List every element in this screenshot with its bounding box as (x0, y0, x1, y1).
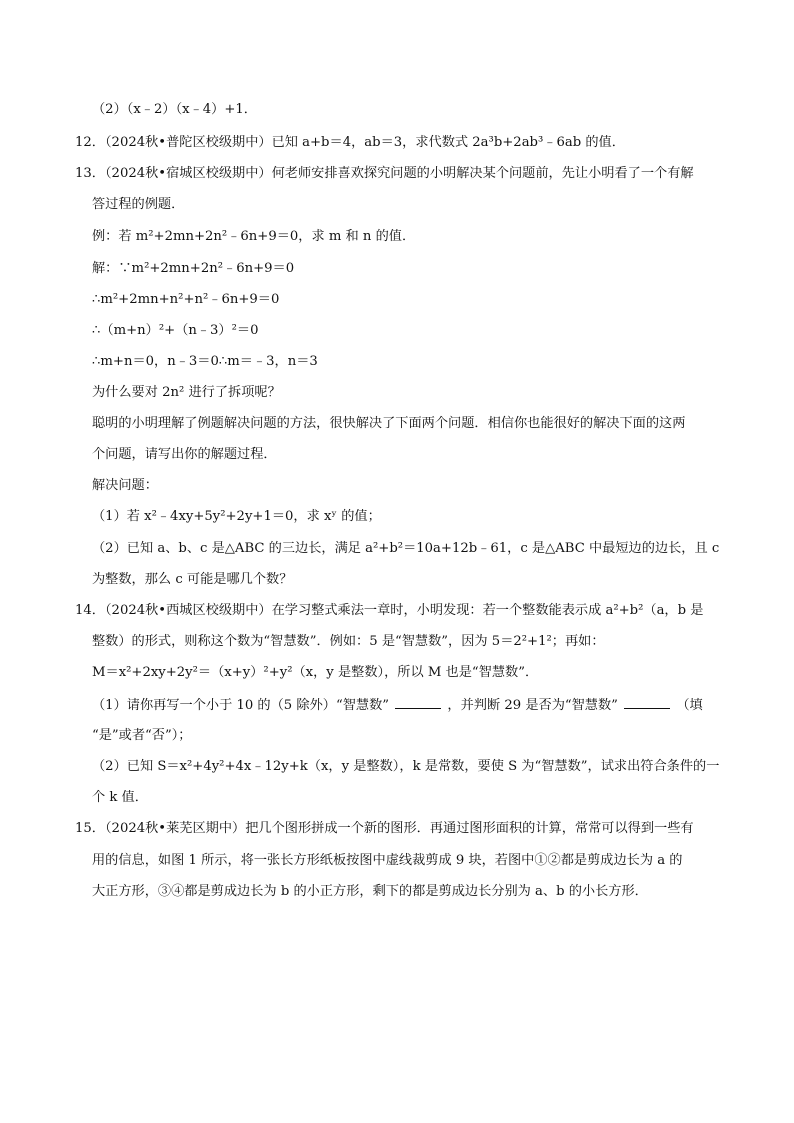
q13-part1: （1）若 x²﹣4xy+5y²+2y+1＝0，求 xʸ 的值； (92, 509, 381, 524)
q14-text-line2: 整数）的形式，则称这个数为“智慧数”．例如：5 是“智慧数”，因为 5＝2²+1²；再如： (92, 634, 605, 649)
q13-solution-step4: ∴m+n＝0，n﹣3＝0∴m＝﹣3，n＝3 (92, 354, 318, 369)
q13-solution-step3: ∴（m+n）²+（n﹣3）²＝0 (92, 323, 259, 338)
q14-part2-line1: （2）已知 S＝x²+4y²+4x﹣12y+k（x，y 是整数），k 是常数，要使 S 为“智慧数”，试求出符合条件的一 (92, 759, 720, 774)
q14-part1-line2: “是”或者“否”）； (92, 728, 192, 743)
q15-text-line2: 用的信息，如图 1 所示，将一张长方形纸板按图中虚线裁剪成 9 块，若图中①②都是剪成边长为 a 的 (92, 853, 683, 868)
q13-solution-step2: ∴m²+2mn+n²+n²﹣6n+9＝0 (92, 292, 280, 307)
q12-text: 12．（2024秋•普陀区校级期中）已知 a+b＝4，ab＝3，求代数式 2a³b+2ab³﹣6ab 的值． (75, 135, 625, 150)
q14-text-line3: M＝x²+2xy+2y²＝（x+y）²+y²（x，y 是整数），所以 M 也是“智慧数”． (92, 665, 539, 680)
q15-text-line1: 15．（2024秋•莱芜区期中）把几个图形拼成一个新的图形．再通过图形面积的计算，常常可以得到一些有 (75, 821, 694, 836)
q13-solution-step1: 解：∵m²+2mn+2n²﹣6n+9＝0 (92, 261, 295, 276)
q13-solve-heading: 解决问题： (92, 478, 158, 493)
q15-text-line3: 大正方形，③④都是剪成边长为 b 的小正方形，剩下的都是剪成边长分别为 a、b 的小长方形． (92, 884, 648, 899)
q14-part2-line2: 个 k 值． (92, 790, 148, 805)
q13-part2-line1: （2）已知 a、b、c 是△ABC 的三边长，满足 a²+b²＝10a+12b﹣61，c 是△ABC 中最短边的边长，且 c (92, 541, 720, 556)
q11-part2-text: （2）（x﹣2）（x﹣4）+1． (92, 102, 257, 117)
q13-text-line1: 13．（2024秋•宿城区校级期中）何老师安排喜欢探究问题的小明解决某个问题前，先让小明看了一个有解 (75, 166, 694, 181)
q13-paragraph-line1: 聪明的小明理解了例题解决问题的方法，很快解决了下面两个问题．相信你也能很好的解决下面的这两 (92, 416, 686, 431)
q13-paragraph-line2: 个问题，请写出你的解题过程． (92, 447, 277, 462)
q13-part2-line2: 为整数，那么 c 可能是哪几个数？ (92, 572, 293, 587)
q13-text-line2: 答过程的例题． (92, 197, 185, 212)
q13-example: 例：若 m²+2mn+2n²﹣6n+9＝0，求 m 和 n 的值． (92, 229, 416, 244)
q14-part1-line1 (92, 696, 703, 715)
answer-blank-2[interactable] (624, 696, 670, 709)
q14-part1-text-a: （1）请你再写一个小于 10 的（5 除外）“智慧数” (92, 698, 389, 713)
q14-part1-text-c: （填 (676, 698, 703, 713)
q14-part1-text-b: ，并判断 29 是否为“智慧数” (447, 698, 618, 713)
answer-blank-1[interactable] (395, 696, 441, 709)
q13-question: 为什么要对 2n² 进行了拆项呢？ (92, 385, 281, 400)
q14-text-line1: 14．（2024秋•西城区校级期中）在学习整式乘法一章时，小明发现：若一个整数能表示成 a²+b²（a，b 是 (75, 603, 704, 618)
